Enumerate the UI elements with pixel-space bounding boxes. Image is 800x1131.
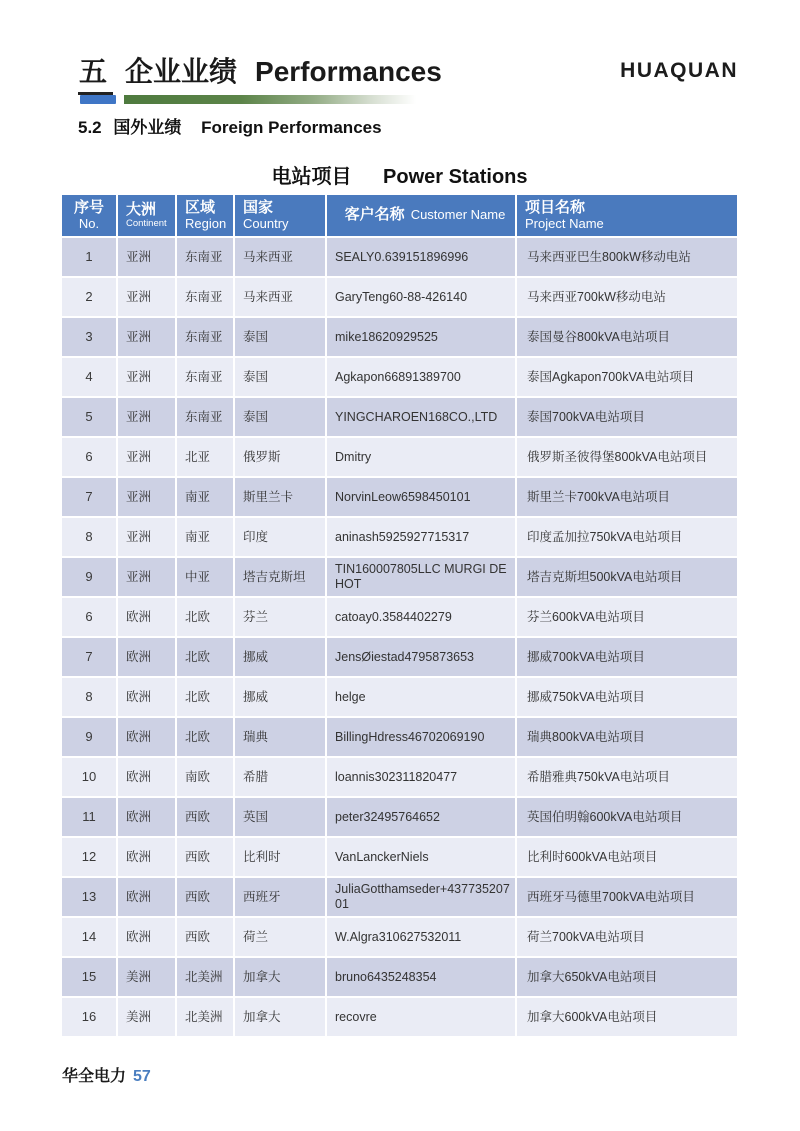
cell-country: 马来西亚 [235,278,327,316]
col-header-customer-zh: 客户名称 [344,206,405,224]
cell-no: 7 [62,638,118,676]
cell-customer: YINGCHAROEN168CO.,LTD [327,398,517,436]
cell-country: 加拿大 [235,998,327,1036]
col-header-continent [118,195,177,236]
cell-customer: Dmitry [327,438,517,476]
subsection-number: 5.2 [78,118,102,137]
cell-region: 南亚 [177,478,235,516]
cell-region: 西欧 [177,798,235,836]
section-title [78,50,442,95]
cell-project: 加拿大650kVA电站项目 [527,969,658,984]
col-header-country-en: Country [243,215,289,231]
cell-country: 芬兰 [235,598,327,636]
cell-region: 东南亚 [177,278,235,316]
table-row [62,878,737,918]
col-header-continent-en: Continent [126,217,167,229]
cell-customer: TIN160007805LLC MURGI DEHOT [327,558,517,596]
cell-customer: catoay0.3584402279 [327,598,517,636]
col-header-customer-en: Customer Name [410,207,506,223]
cell-continent: 亚洲 [118,438,177,476]
cell-continent: 亚洲 [118,318,177,356]
cell-project: 印度孟加拉750kVA电站项目 [527,529,683,544]
cell-project: 比利时600kVA电站项目 [527,849,658,864]
section-number: 五 [78,50,113,95]
section-title-zh: 企业业绩 [125,56,238,87]
cell-project: 挪威750kVA电站项目 [527,689,645,704]
cell-continent: 亚洲 [118,398,177,436]
cell-continent: 欧洲 [118,598,177,636]
cell-continent: 亚洲 [118,478,177,516]
table-title-zh: 电站项目 [271,166,352,188]
table-title-en: Power Stations [383,166,528,188]
col-header-region-zh: 区域 [185,198,216,216]
cell-region: 西欧 [177,838,235,876]
cell-no: 15 [62,958,118,996]
col-header-region [177,195,235,236]
cell-project: 荷兰700kVA电站项目 [527,929,645,944]
cell-country: 希腊 [235,758,327,796]
table-row [62,718,737,758]
cell-country: 泰国 [235,398,327,436]
cell-no: 11 [62,798,118,836]
col-header-country [235,195,327,236]
cell-customer: peter32495764652 [327,798,517,836]
col-header-region-en: Region [185,215,227,231]
cell-region: 东南亚 [177,358,235,396]
cell-project: 泰国曼谷800kVA电站项目 [527,329,670,344]
cell-no: 16 [62,998,118,1036]
cell-region: 北亚 [177,438,235,476]
page-footer [62,1063,151,1086]
cell-region: 北美洲 [177,958,235,996]
cell-project: 斯里兰卡700kVA电站项目 [527,489,670,504]
cell-no: 6 [62,438,118,476]
cell-no: 9 [62,558,118,596]
cell-continent: 亚洲 [118,278,177,316]
cell-region: 东南亚 [177,238,235,276]
cell-region: 北美洲 [177,998,235,1036]
cell-region: 西欧 [177,878,235,916]
cell-continent: 亚洲 [118,558,177,596]
cell-customer: recovre [327,998,517,1036]
cell-country: 斯里兰卡 [235,478,327,516]
cell-country: 印度 [235,518,327,556]
cell-country: 西班牙 [235,878,327,916]
cell-project: 加拿大600kVA电站项目 [527,1009,658,1024]
cell-project: 挪威700kVA电站项目 [527,649,645,664]
subsection-title-zh: 国外业绩 [113,118,182,137]
cell-country: 塔吉克斯坦 [235,558,327,596]
footer-company-name: 华全电力 [62,1068,127,1085]
cell-project: 芬兰600kVA电站项目 [527,609,645,624]
table-row [62,558,737,598]
cell-region: 北欧 [177,598,235,636]
table-row [62,598,737,638]
cell-region: 中亚 [177,558,235,596]
table-row [62,638,737,678]
cell-continent: 欧洲 [118,678,177,716]
cell-region: 南亚 [177,518,235,556]
page-header [78,50,738,95]
cell-no: 9 [62,718,118,756]
cell-continent: 美洲 [118,998,177,1036]
cell-project: 瑞典800kVA电站项目 [527,729,645,744]
cell-no: 2 [62,278,118,316]
cell-country: 泰国 [235,318,327,356]
table-row [62,318,737,358]
cell-region: 北欧 [177,718,235,756]
cell-project: 希腊雅典750kVA电站项目 [527,769,670,784]
col-header-continent-zh: 大洲 [126,200,157,218]
cell-country: 挪威 [235,638,327,676]
cell-customer: W.Algra310627532011 [327,918,517,956]
cell-project: 英国伯明翰600kVA电站项目 [527,809,683,824]
table-title [62,160,737,189]
table-row [62,518,737,558]
cell-continent: 欧洲 [118,798,177,836]
cell-no: 10 [62,758,118,796]
cell-region: 东南亚 [177,398,235,436]
col-header-country-zh: 国家 [243,198,274,216]
cell-customer: Agkapon66891389700 [327,358,517,396]
cell-region: 西欧 [177,918,235,956]
table-row [62,358,737,398]
table-row [62,278,737,318]
table-row [62,918,737,958]
cell-continent: 欧洲 [118,918,177,956]
col-header-no-en: No. [78,215,100,231]
table-row [62,678,737,718]
col-header-project [517,195,737,236]
cell-customer: VanLanckerNiels [327,838,517,876]
subsection-title-en: Foreign Performances [201,118,382,137]
cell-country: 比利时 [235,838,327,876]
cell-continent: 欧洲 [118,758,177,796]
header-underline-bars [80,95,416,104]
cell-no: 14 [62,918,118,956]
cell-continent: 亚洲 [118,358,177,396]
cell-no: 12 [62,838,118,876]
cell-no: 1 [62,238,118,276]
table-header-row [62,195,737,238]
table-row [62,798,737,838]
green-gradient-bar [124,95,416,104]
cell-continent: 亚洲 [118,238,177,276]
cell-country: 荷兰 [235,918,327,956]
cell-customer: JuliaGotthamseder+43773520701 [327,878,517,916]
cell-country: 挪威 [235,678,327,716]
col-header-customer [327,195,517,236]
cell-country: 俄罗斯 [235,438,327,476]
cell-customer: helge [327,678,517,716]
table-row [62,398,737,438]
cell-project: 俄罗斯圣彼得堡800kVA电站项目 [527,449,708,464]
cell-no: 5 [62,398,118,436]
cell-customer: SEALY0.639151896996 [327,238,517,276]
cell-continent: 欧洲 [118,878,177,916]
cell-no: 8 [62,518,118,556]
cell-no: 3 [62,318,118,356]
huaquan-logo: HUAQUAN [620,59,738,82]
cell-customer: GaryTeng60-88-426140 [327,278,517,316]
cell-no: 4 [62,358,118,396]
col-header-no [62,195,118,236]
cell-region: 北欧 [177,678,235,716]
blue-accent-bar [80,95,116,104]
table-row [62,478,737,518]
cell-customer: BillingHdress46702069190 [327,718,517,756]
cell-customer: NorvinLeow6598450101 [327,478,517,516]
cell-project: 泰国Agkapon700kVA电站项目 [527,369,695,384]
table-row [62,758,737,798]
col-header-no-zh: 序号 [73,198,104,216]
cell-no: 7 [62,478,118,516]
cell-region: 南欧 [177,758,235,796]
cell-continent: 欧洲 [118,718,177,756]
cell-no: 8 [62,678,118,716]
cell-project: 马来西亚700kW移动电站 [527,289,666,304]
power-stations-table [62,195,737,1038]
table-row [62,998,737,1038]
cell-continent: 亚洲 [118,518,177,556]
cell-country: 瑞典 [235,718,327,756]
cell-project: 西班牙马德里700kVA电站项目 [527,889,695,904]
cell-project: 泰国700kVA电站项目 [527,409,645,424]
table-row [62,438,737,478]
cell-project: 马来西亚巴生800kW移动电站 [527,249,691,264]
cell-continent: 欧洲 [118,838,177,876]
cell-customer: bruno6435248354 [327,958,517,996]
cell-region: 北欧 [177,638,235,676]
cell-project: 塔吉克斯坦500kVA电站项目 [527,569,683,584]
col-header-project-en: Project Name [525,215,604,231]
cell-no: 13 [62,878,118,916]
cell-customer: loannis302311820477 [327,758,517,796]
table-row [62,238,737,278]
cell-no: 6 [62,598,118,636]
table-row [62,838,737,878]
table-row [62,958,737,998]
cell-country: 英国 [235,798,327,836]
subsection-title [78,113,382,138]
table-body [62,238,737,1038]
cell-country: 泰国 [235,358,327,396]
cell-country: 马来西亚 [235,238,327,276]
cell-customer: mike18620929525 [327,318,517,356]
cell-customer: aninash5925927715317 [327,518,517,556]
cell-customer: JensØiestad4795873653 [327,638,517,676]
col-header-project-zh: 项目名称 [525,198,586,216]
cell-continent: 欧洲 [118,638,177,676]
cell-continent: 美洲 [118,958,177,996]
footer-page-number: 57 [133,1068,151,1085]
cell-country: 加拿大 [235,958,327,996]
cell-region: 东南亚 [177,318,235,356]
section-title-en: Performances [255,56,442,87]
